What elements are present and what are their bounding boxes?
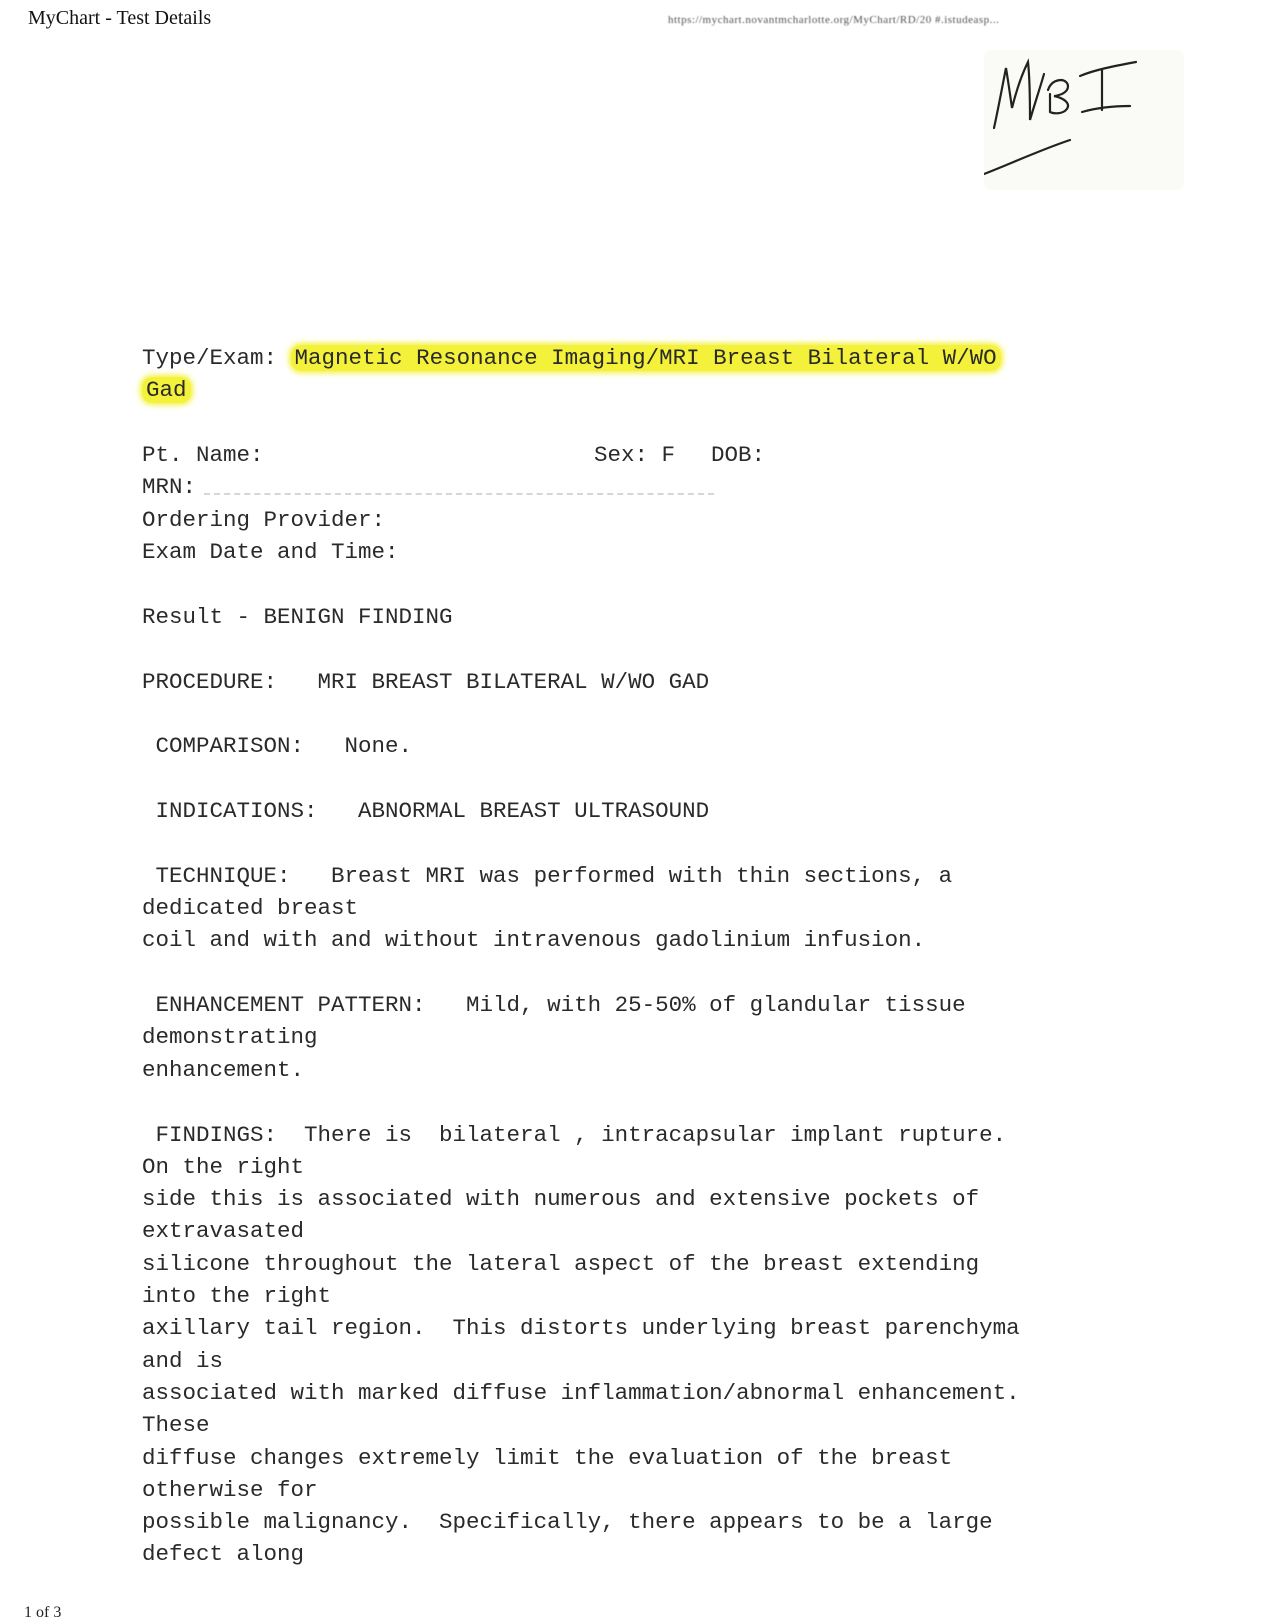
findings-line: and is <box>142 1348 224 1374</box>
enhancement-line: ENHANCEMENT PATTERN: Mild, with 25-50% of glandular tissue <box>142 992 966 1018</box>
findings-line: into the right <box>142 1283 332 1309</box>
technique-line: dedicated breast <box>142 895 359 921</box>
dob-label: DOB: <box>711 442 766 468</box>
enhancement-line: demonstrating <box>142 1024 318 1050</box>
handwritten-mri-drawing <box>984 50 1184 190</box>
findings-line: otherwise for <box>142 1477 318 1503</box>
mrn-line <box>142 472 714 502</box>
window-title: MyChart - Test Details <box>28 7 212 29</box>
type-exam-label: Type/Exam: <box>142 345 278 371</box>
findings-line: silicone throughout the lateral aspect of the breast extending <box>142 1251 980 1277</box>
findings-line: axillary tail region. This distorts underlying breast parenchyma <box>142 1315 1020 1341</box>
enhancement-line: enhancement. <box>142 1057 305 1083</box>
exam-date-label: Exam Date and Time: <box>142 539 399 565</box>
findings-line: side this is associated with numerous and extensive pockets of <box>142 1186 980 1212</box>
indications-line: INDICATIONS: ABNORMAL BREAST ULTRASOUND <box>142 798 710 824</box>
procedure-line: PROCEDURE: MRI BREAST BILATERAL W/WO GAD <box>142 669 710 695</box>
technique-line: TECHNIQUE: Breast MRI was performed with thin sections, a <box>142 863 953 889</box>
findings-line: defect along <box>142 1541 305 1567</box>
type-exam-value-cont: Gad <box>142 377 191 403</box>
handwritten-mri-note <box>984 50 1184 190</box>
findings-line: FINDINGS: There is bilateral , intracapsular implant rupture. <box>142 1122 1007 1148</box>
ordering-provider-label: Ordering Provider: <box>142 507 386 533</box>
findings-line: On the right <box>142 1154 305 1180</box>
type-exam-value: Magnetic Resonance Imaging/MRI Breast Bilateral W/WO <box>291 345 1001 371</box>
mrn-label: MRN: <box>142 474 197 500</box>
findings-line: These <box>142 1412 210 1438</box>
technique-line: coil and with and without intravenous gadolinium infusion. <box>142 927 926 953</box>
findings-line: extravasated <box>142 1218 305 1244</box>
mrn-redacted-value <box>204 479 714 495</box>
findings-line: diffuse changes extremely limit the evaluation of the breast <box>142 1445 953 1471</box>
patient-name-label: Pt. Name: <box>142 442 264 468</box>
page-url: https://mychart.novantmcharlotte.org/MyChart/RD/20 #.istudeasp... <box>668 14 1000 26</box>
comparison-line: COMPARISON: None. <box>142 733 413 759</box>
result-line: Result - BENIGN FINDING <box>142 604 453 630</box>
type-exam-line2 <box>142 375 191 405</box>
page-number: 1 of 3 <box>24 1604 62 1621</box>
type-exam-line1 <box>142 343 1001 373</box>
findings-line: associated with marked diffuse inflammation/abnormal enhancement. <box>142 1380 1020 1406</box>
sex-label: Sex: F <box>594 442 676 468</box>
findings-line: possible malignancy. Specifically, there appears to be a large <box>142 1509 993 1535</box>
